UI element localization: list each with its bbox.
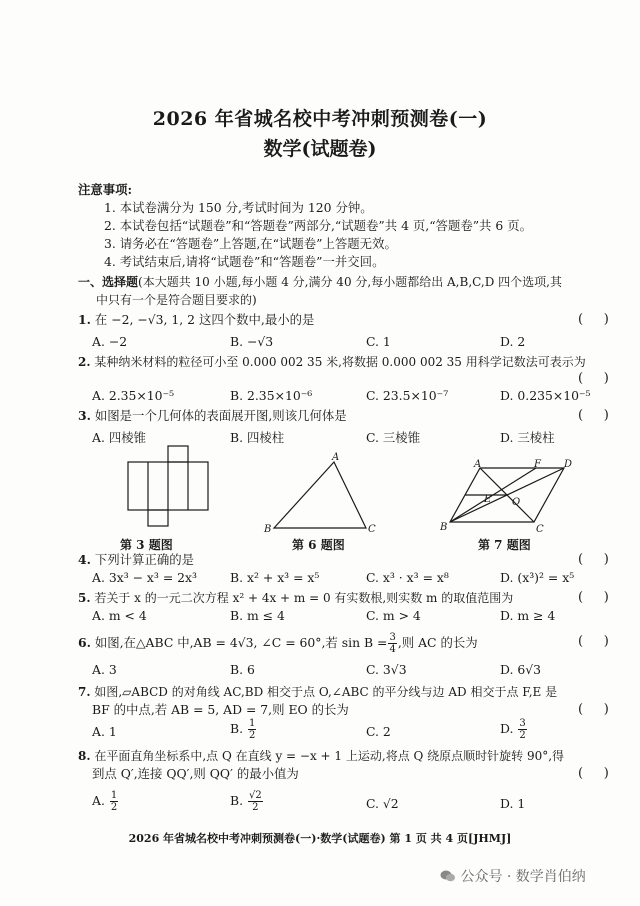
question-5: [78, 590, 513, 606]
option-d: D. 2: [500, 334, 526, 349]
option-d: D. $\frac{3}{2}$: [500, 718, 526, 741]
figure-6-caption: 第 6 题图: [292, 538, 345, 552]
option-d: D. 三棱柱: [500, 430, 555, 445]
answer-blank[interactable]: ( ): [578, 408, 609, 423]
option-b: B. $\frac{1}{2}$: [230, 718, 256, 741]
section-desc-1: (本大题共 10 小题,每小题 4 分,满分 40 分,每小题都给出 A,B,C,D 四个选项,其: [138, 275, 562, 289]
figure-3-caption: 第 3 题图: [120, 538, 173, 552]
question-stem: 下列计算正确的是: [94, 552, 195, 567]
fraction: $\frac{1}{2}$: [110, 790, 118, 813]
notice-item: 2. 本试卷包括“试题卷”和“答题卷”两部分,“试题卷”共 4 页,“答题卷”共 6 页。: [104, 218, 532, 233]
question-number: 4.: [78, 552, 91, 567]
option-b: B. m ≤ 4: [230, 608, 285, 623]
fig7-label-f: F: [534, 459, 541, 470]
fig7-label-a: A: [474, 459, 482, 470]
question-stem: 如图,▱ABCD 的对角线 AC,BD 相交于点 O,∠ABC 的平分线与边 AD 相交于点 F,E 是: [94, 685, 558, 699]
fraction: $\frac{3}{2}$: [519, 718, 526, 741]
option-d: D. 1: [500, 796, 526, 811]
question-8-line2: 到点 Q′,连接 QQ′,则 QQ′ 的最小值为: [92, 766, 299, 781]
fraction: $\frac{1}{2}$: [249, 718, 256, 741]
exam-title: 2026 年省城名校中考冲刺预测卷(一): [152, 108, 488, 130]
fig6-label-c: C: [368, 524, 376, 535]
fraction: $\frac{√2}{2}$: [249, 790, 262, 813]
question-1: [78, 312, 314, 328]
question-8: [78, 748, 564, 764]
section-desc-2: 中只有一个是符合题目要求的): [96, 293, 257, 307]
answer-blank[interactable]: ( ): [578, 766, 609, 781]
question-number: 7.: [78, 685, 91, 699]
option-c: C. 2: [366, 724, 391, 739]
question-stem: 在 −2, −√3, 1, 2 这四个数中,最小的是: [94, 312, 315, 327]
fig6-label-a: A: [332, 452, 340, 463]
option-a: A. $\frac{1}{2}$: [92, 790, 118, 813]
exam-subtitle: 数学(试题卷): [263, 138, 377, 160]
fraction: $\frac{3}{4}$: [389, 632, 396, 655]
option-a: A. 四棱锥: [92, 430, 146, 445]
option-a: A. −2: [92, 334, 128, 349]
answer-blank[interactable]: ( ): [578, 312, 609, 327]
question-stem: 在平面直角坐标系中,点 Q 在直线 y = −x + 1 上运动,将点 Q 绕原点顺时针旋转 90°,得: [94, 749, 565, 763]
fig6-label-b: B: [264, 524, 272, 535]
option-c: C. 三棱锥: [366, 430, 421, 445]
question-number: 3.: [78, 408, 91, 423]
option-b: B. x² + x³ = x⁵: [230, 570, 320, 585]
notice-item: 3. 请务必在“答题卷”上答题,在“试题卷”上答题无效。: [104, 236, 397, 251]
option-c: C. m > 4: [366, 608, 421, 623]
answer-blank[interactable]: ( ): [578, 371, 609, 386]
option-b: B. −√3: [230, 334, 274, 349]
fig7-label-o: O: [512, 497, 521, 508]
question-7: [78, 684, 557, 700]
fig7-label-e: E: [484, 494, 492, 505]
question-stem: 某种纳米材料的粒径可小至 0.000 002 35 米,将数据 0.000 002 35 用科学记数法可表示为: [94, 355, 586, 369]
notice-item: 4. 考试结束后,请将“试题卷”和“答题卷”一并交回。: [104, 254, 385, 269]
option-d: D. 0.235×10⁻⁵: [500, 388, 591, 403]
question-6: [78, 632, 478, 655]
fig7-label-c: C: [536, 524, 544, 535]
notice-heading: 注意事项:: [78, 182, 133, 197]
option-d: D. m ≥ 4: [500, 608, 556, 623]
option-c: C. 1: [366, 334, 391, 349]
answer-blank[interactable]: ( ): [578, 590, 609, 605]
section-desc: [78, 274, 562, 290]
option-c: C. 23.5×10⁻⁷: [366, 388, 449, 403]
option-a: A. 2.35×10⁻⁵: [92, 388, 175, 403]
answer-blank[interactable]: ( ): [578, 702, 609, 717]
option-b: B. 2.35×10⁻⁶: [230, 388, 313, 403]
question-2: [78, 354, 586, 370]
question-stem: 若关于 x 的一元二次方程 x² + 4x + m = 0 有实数根,则实数 m 的取值范围为: [94, 591, 514, 605]
option-b: B. $\frac{√2}{2}$: [230, 790, 262, 813]
option-c: C. x³ · x³ = x⁸: [366, 570, 449, 585]
option-c: C. 3√3: [366, 662, 407, 677]
question-number: 5.: [78, 591, 91, 605]
answer-blank[interactable]: ( ): [578, 552, 609, 567]
option-a: A. 3: [92, 662, 117, 677]
option-a: A. 3x³ − x³ = 2x³: [92, 570, 197, 585]
page-footer: 2026 年省城名校中考冲刺预测卷(一)·数学(试题卷) 第 1 页 共 4 页[JHMJ]: [128, 832, 512, 845]
question-stem: 如图,在△ABC 中,AB = 4√3, ∠C = 60°,若 sin B =: [94, 635, 388, 650]
section-heading: 一、选择题: [78, 275, 139, 289]
question-7-line2: BF 的中点,若 AB = 5, AD = 7,则 EO 的长为: [92, 702, 349, 717]
watermark-text: 公众号 · 数学肖伯纳: [460, 869, 586, 885]
figure-7-parallelogram: [440, 458, 578, 538]
option-d: D. 6√3: [500, 662, 542, 677]
answer-blank[interactable]: ( ): [578, 634, 609, 649]
question-number: 1.: [78, 312, 91, 327]
watermark: [440, 866, 586, 886]
question-number: 6.: [78, 635, 91, 650]
option-d: D. (x³)² = x⁵: [500, 570, 575, 585]
option-b: B. 6: [230, 662, 255, 677]
option-a: A. m < 4: [92, 608, 147, 623]
option-b: B. 四棱柱: [230, 430, 285, 445]
question-stem-tail: ,则 AC 的长为: [397, 635, 478, 650]
figure-7-caption: 第 7 题图: [478, 538, 531, 552]
question-stem: 如图是一个几何体的表面展开图,则该几何体是: [94, 408, 347, 423]
question-4: [78, 552, 194, 568]
wechat-icon: [440, 869, 456, 883]
figure-3-net: [120, 444, 216, 534]
fig7-label-b: B: [440, 522, 448, 533]
question-number: 8.: [78, 749, 91, 763]
fig7-label-d: D: [564, 459, 573, 470]
option-a: A. 1: [92, 724, 117, 739]
notice-item: 1. 本试卷满分为 150 分,考试时间为 120 分钟。: [104, 200, 373, 215]
option-c: C. √2: [366, 796, 399, 811]
question-3: [78, 408, 347, 424]
figure-6-triangle: [262, 452, 382, 536]
question-number: 2.: [78, 355, 91, 369]
